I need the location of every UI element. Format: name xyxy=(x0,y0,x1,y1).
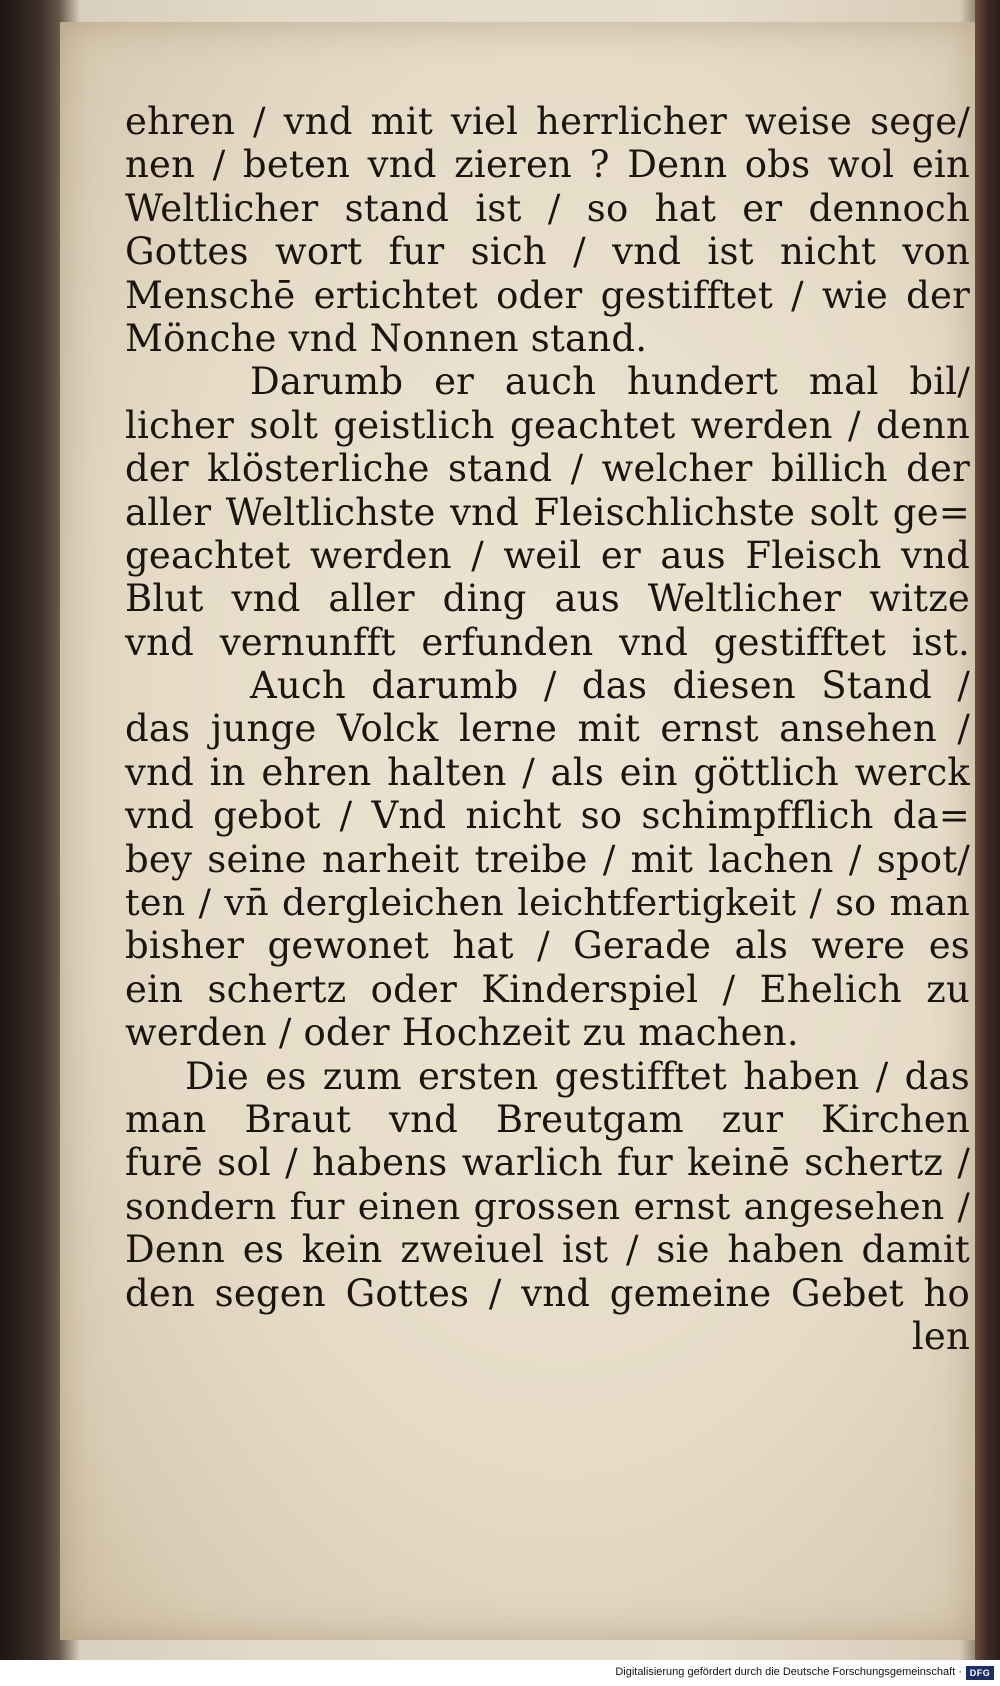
text-line: bisher gewonet hat / Gerade als were es xyxy=(125,924,970,968)
digitization-footer xyxy=(0,1660,1000,1686)
catchword: len xyxy=(911,1314,970,1358)
text-line: man Braut vnd Breutgam zur Kirchen xyxy=(125,1097,970,1141)
page-text xyxy=(125,100,970,1358)
text-line: bey seine narheit treibe / mit lachen / spot/ xyxy=(125,837,970,881)
text-line: ein schertz oder Kinderspiel / Ehelich zu xyxy=(125,967,970,1011)
text-line: nen / beten vnd zieren ? Denn obs wol ein xyxy=(125,143,970,187)
text-line: vnd gebot / Vnd nicht so schimpfflich da= xyxy=(125,794,970,838)
text-line: geachtet werden / weil er aus Fleisch vnd xyxy=(125,533,970,577)
text-line: furē sol / habens warlich fur keinē schertz / xyxy=(125,1141,970,1185)
text-line: das junge Volck lerne mit ernst ansehen / xyxy=(125,707,970,751)
text-line: ehren / vnd mit viel herrlicher weise sege/ xyxy=(125,100,970,143)
dfg-logo-icon: DFG xyxy=(966,1666,994,1680)
text-line: Gottes wort fur sich / vnd ist nicht von xyxy=(125,230,970,274)
text-line: licher solt geistlich geachtet werden / denn xyxy=(125,403,970,447)
text-line: Weltlicher stand ist / so hat er dennoch xyxy=(125,186,970,230)
text-line: vnd in ehren halten / als ein göttlich werck xyxy=(125,750,970,794)
text-line: sondern fur einen grossen ernst angesehen / xyxy=(125,1184,970,1228)
text-line: Denn es kein zweiuel ist / sie haben damit xyxy=(125,1228,970,1272)
text-line: den segen Gottes / vnd gemeine Gebet ho xyxy=(125,1271,970,1315)
text-line: aller Weltlichste vnd Fleischlichste solt ge= xyxy=(125,490,970,534)
text-line: werden / oder Hochzeit zu machen. xyxy=(125,1011,799,1055)
text-line: der klösterliche stand / welcher billich der xyxy=(125,447,970,491)
text-line: Darumb er auch hundert mal bil/ xyxy=(250,360,970,404)
dfg-credit-text: Digitalisierung gefördert durch die Deutsche Forschungsgemeinschaft · xyxy=(615,1666,962,1678)
text-line: Menschē ertichtet oder gestifftet / wie der xyxy=(125,273,970,317)
text-line: Mönche vnd Nonnen stand. xyxy=(125,316,648,360)
text-line: Die es zum ersten gestifftet haben / das xyxy=(185,1054,970,1098)
page-edge xyxy=(975,0,1000,1660)
text-line: vnd vernunfft erfunden vnd gestifftet ist. xyxy=(125,620,970,664)
text-line: Auch darumb / das diesen Stand / xyxy=(250,664,970,708)
text-line: Blut vnd aller ding aus Weltlicher witze xyxy=(125,577,970,621)
text-line: ten / vn̄ dergleichen leichtfertigkeit / so man xyxy=(125,881,970,925)
